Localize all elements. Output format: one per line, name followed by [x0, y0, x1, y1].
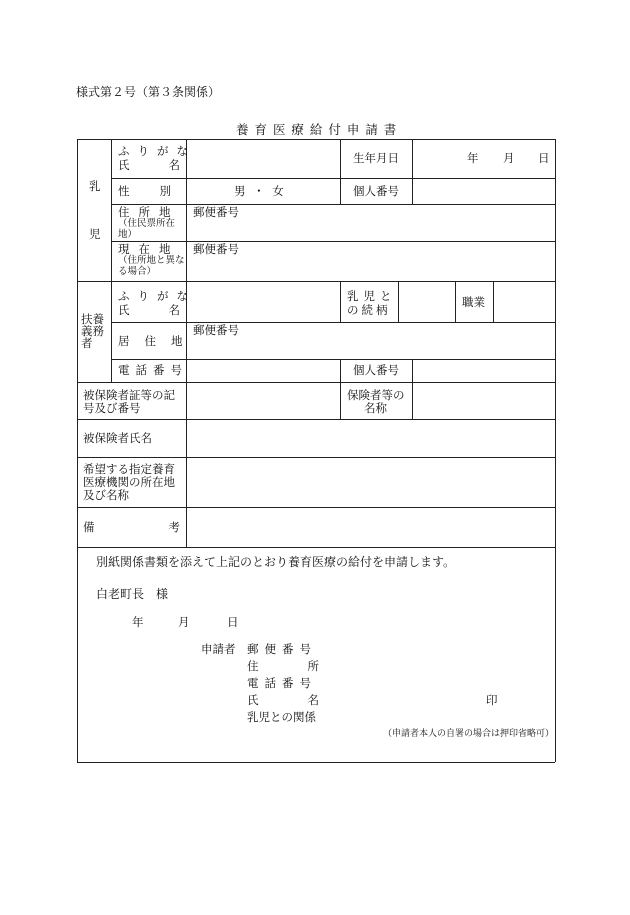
addressee: 白老町長 様 [96, 587, 169, 601]
institution-label-3: 及び名称 [83, 488, 129, 502]
guardian-name-label: 氏 名 [118, 303, 180, 317]
infant-current-postal-label: 郵便番号 [193, 242, 239, 256]
birthdate-day: 日 [538, 151, 550, 165]
guardian-my-number-label: 個人番号 [353, 363, 399, 377]
insurance-card-label-top: 被保険者証等の記 [83, 388, 175, 402]
occupation-label: 職業 [462, 295, 485, 309]
infant-furigana-label: ふりがな [118, 144, 196, 158]
infant-address-note: （住民票所在地） [118, 218, 176, 240]
seal-note: （申請者本人の自署の場合は押印省略可） [383, 729, 555, 739]
birthdate-month: 月 [503, 151, 515, 165]
infant-birthdate-label: 生年月日 [353, 151, 399, 165]
insurer-label-bottom: 名称 [364, 401, 387, 415]
infant-current-label: 現在地 [118, 242, 180, 256]
relation-label-bottom: の続柄 [347, 303, 391, 317]
applicant-label: 申請者 [201, 642, 236, 656]
date-day: 日 [227, 615, 239, 629]
date-month: 月 [178, 615, 190, 629]
declaration-statement: 別紙関係書類を添えて上記のとおり養育医療の給付を申請します。 [96, 555, 456, 569]
infant-sex-value[interactable]: 男 ・ 女 [234, 184, 286, 198]
insurer-label-top: 保険者等の [347, 388, 405, 402]
infant-address-label: 住所地 [118, 205, 180, 219]
relation-label-top: 乳児と [347, 289, 397, 303]
guardian-residence-label: 居住地 [118, 334, 198, 348]
birthdate-year: 年 [467, 151, 479, 165]
applicant-phone-label: 電話番号 [247, 676, 317, 690]
guardian-section-label: 扶養義務者 [81, 312, 104, 350]
applicant-name-label: 氏 名 [247, 693, 319, 707]
applicant-address-label: 住 所 [247, 659, 319, 673]
remarks-label: 備 考 [83, 520, 180, 534]
guardian-furigana-label: ふりがな [118, 289, 196, 303]
guardian-postal-label: 郵便番号 [193, 323, 239, 337]
seal-mark: 印 [486, 693, 498, 707]
institution-label-2: 医療機関の所在地 [83, 475, 175, 489]
infant-section-label-bottom: 児 [89, 227, 101, 241]
date-year: 年 [132, 615, 144, 629]
form-number: 様式第２号（第３条関係） [76, 85, 221, 99]
infant-name-label: 氏 名 [118, 158, 180, 172]
institution-label-1: 希望する指定養育 [83, 462, 175, 476]
applicant-postal-label: 郵便番号 [247, 642, 317, 656]
insurance-card-label-bottom: 号及び番号 [83, 401, 141, 415]
infant-sex-label: 性別 [118, 184, 201, 198]
infant-current-note: （住所地と異なる場合） [118, 255, 185, 277]
form-title: 養 育 医 療 給 付 申 請 書 [236, 122, 398, 137]
insured-name-label: 被保険者氏名 [83, 431, 152, 445]
guardian-phone-label: 電話番号 [118, 363, 188, 377]
infant-my-number-label: 個人番号 [353, 184, 399, 198]
infant-address-postal-label: 郵便番号 [193, 205, 239, 219]
infant-section-label-top: 乳 [89, 179, 101, 193]
applicant-relation-label: 乳児との関係 [247, 710, 316, 724]
